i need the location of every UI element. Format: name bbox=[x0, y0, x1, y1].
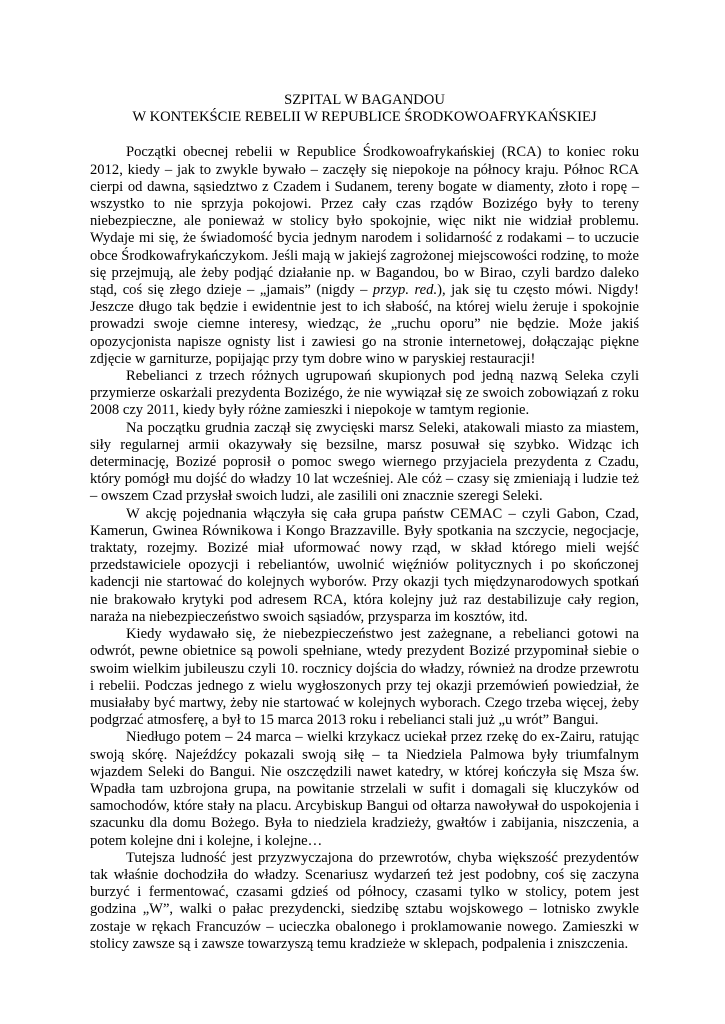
paragraph-7: Tutejsza ludność jest przyzwyczajona do przewrotów, chyba większość prezydentów tak właśnie dochodziła do władzy. Scenariusz wydarzeń też jest podobny, coś się zaczyna burzyć i fermentować, czasami gdzieś od północy, czasami tylko w stolicy, potem jest godzina „W”, walki o pałac prezydencki, siedzibę sztabu wojskowego – lotnisko zwykle zostaje w rękach Francuzów – ucieczka obalonego i proklamowanie nowego. Zamieszki w stolicy zawsze są i zawsze towarzyszą temu kradzieże w sklepach, podpalenia i zniszczenia. bbox=[90, 849, 639, 952]
paragraph-6: Niedługo potem – 24 marca – wielki krzykacz uciekał przez rzekę do ex-Zairu, ratując swoją skórę. Najeźdźcy pokazali swoją siłę – ta Niedziela Palmowa były triumfalnym wjazdem Seleki do Bangui. Nie oszczędzili nawet katedry, w której kończyła się Msza św. Wpadła tam uzbrojona grupa, na powitanie strzelali w sufit i domagali się kluczyków od samochodów, które stały na placu. Arcybiskup Bangui od ołtarza nawoływał do uspokojenia i szacunku dla domu Bożego. Była to niedziela kradzieży, gwałtów i zabijania, niszczenia, a potem kolejne dni i kolejne, i kolejne… bbox=[90, 729, 639, 849]
paragraph-1-text-a: Początki obecnej rebelii w Republice Środkowoafrykańskiej (RCA) to koniec roku 2012, kiedy – jak to zwykle bywało – zaczęły się niepokoje na północy kraju. Północ RCA cierpi od dawna, sąsiedztwo z Czadem i Sudanem, tereny bogate w diamenty, złoto i ropę – wszystko to nie sprzyja pokojowi. Przez cały czas rządów Bozizégo były to tereny niebezpieczne, ale ponieważ w stolicy było spokojnie, więc nikt nie widział problemu. Wydaje mi się, że świadomość bycia jednym narodem i solidarność z rodakami – to uczucie obce Środkowafrykańczykom. Jeśli mają w jakiejś zagrożonej miejscowości rodzinę, to może się przejmują, ale żeby podjąć działanie np. w Bagandou, bo w Birao, czyli bardzo daleko stąd, coś się złego dzieje – „jamais” (nigdy – bbox=[90, 144, 639, 299]
paragraph-5: Kiedy wydawało się, że niebezpieczeństwo jest zażegnane, a rebelianci gotowi na odwrót, pewne obietnice są powoli spełniane, wtedy prezydent Bozizé przypominał siebie o swoim wielkim jubileuszu czyli 10. rocznicy dojścia do władzy, również na drodze przewrotu i rebelii. Podczas jednego z wielu wygłoszonych przy tej okazji przemówień powiedział, że musiałaby być martwy, żeby nie startować w kolejnych wyborach. Czego trzeba więcej, żeby podgrzać atmosferę, a był to 15 marca 2013 roku i rebelianci stali już „u wrót” Bangui. bbox=[90, 626, 639, 729]
paragraph-1-text-b: ), jak się tu często mówi. Nigdy! Jeszcze długo tak będzie i ewidentnie jest to ich słabość, na której wielu żeruje i spokojnie prowadzi swoje ciemne interesy, wiedząc, że „ruchu oporu” nie będzie. Może jakiś opozycjonista napisze ognisty list i zawiesi go na stronie internetowej, dołączając piękne zdjęcie w garniturze, popijając przy tym dobre wino w paryskiej restauracji! bbox=[90, 282, 639, 367]
document-title: SZPITAL W BAGANDOU bbox=[284, 92, 445, 108]
document-page bbox=[90, 92, 639, 953]
paragraph-2: Rebelianci z trzech różnych ugrupowań skupionych pod jedną nazwą Seleka czyli przymierze oskarżali prezydenta Bozizégo, że nie wywiązał się ze swoich zobowiązań z roku 2008 czy 2011, kiedy były różne zamieszki i niepokoje w tamtym regionie. bbox=[90, 368, 639, 419]
paragraph-1-italic-note: przyp. red. bbox=[372, 282, 438, 299]
paragraph-3: Na początku grudnia zaczął się zwycięski marsz Seleki, atakowali miasto za miastem, siły regularnej armii okazywały się bezsilne, marsz posuwał się szybko. Widząc ich determinację, Bozizé poprosił o pomoc swego wiernego przyjaciela prezydenta z Czadu, który pomógł mu dojść do władzy 10 lat wcześniej. Ale cóż – czasy się zmieniają i ludzie też – owszem Czad przysłał swoich ludzi, ale zasilili oni znacznie szeregi Seleki. bbox=[90, 419, 639, 505]
document-subtitle: W KONTEKŚCIE REBELII W REPUBLICE ŚRODKOWOAFRYKAŃSKIEJ bbox=[132, 109, 597, 126]
title-block bbox=[90, 92, 639, 126]
paragraph-1 bbox=[90, 144, 639, 368]
paragraph-4: W akcję pojednania włączyła się cała grupa państw CEMAC – czyli Gabon, Czad, Kamerun, Gwinea Równikowa i Kongo Brazzaville. Były spotkania na szczycie, negocjacje, traktaty, rozejmy. Bozizé miał uformować nowy rząd, w skład którego mieli wejść przedstawiciele opozycji i rebeliantów, uwolnić więźniów politycznych i po skończonej kadencji nie startować do kolejnych wyborów. Przy okazji tych międzynarodowych spotkań nie brakowało krytyki pod adresem RCA, która kolejny już raz destabilizuje cały region, naraża na niebezpieczeństwo swoich sąsiadów, przysparza im kosztów, itd. bbox=[90, 505, 639, 625]
